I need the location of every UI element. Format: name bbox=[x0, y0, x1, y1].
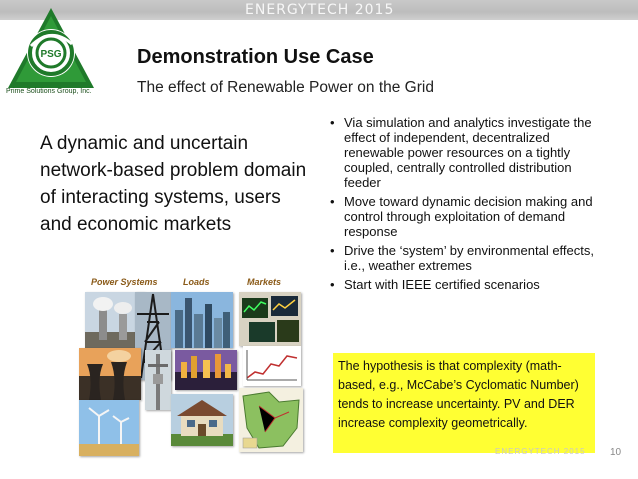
bullet-item: • Move toward dynamic decision making and control through exploitation of demand response bbox=[327, 194, 612, 239]
cooling-towers-image bbox=[79, 348, 141, 400]
psg-logo-icon bbox=[6, 6, 96, 96]
bullet-list bbox=[327, 115, 612, 296]
page-number: 10 bbox=[610, 447, 622, 458]
collage-label-loads: Loads bbox=[183, 277, 210, 287]
collage-label-power-systems: Power Systems bbox=[91, 277, 158, 287]
banner-title: ENERGYTECH 2015 bbox=[245, 2, 395, 18]
bullet-item: • Drive the ‘system’ by environmental effects, i.e., weather extremes bbox=[327, 243, 612, 273]
utility-pole-image bbox=[145, 350, 171, 410]
grid-map-image bbox=[239, 388, 303, 452]
bullet-item: • Via simulation and analytics investigate the effect of independent, decentralized renewable power resources on a tightly coupled, centrally controlled distribution feeder bbox=[327, 115, 612, 190]
bullet-item: • Start with IEEE certified scenarios bbox=[327, 277, 612, 292]
slide-title: Demonstration Use Case bbox=[137, 46, 374, 68]
city-skyline-image bbox=[171, 292, 233, 348]
image-collage bbox=[75, 277, 305, 460]
collage-label-markets: Markets bbox=[247, 277, 282, 287]
hypothesis-text: The hypothesis is that complexity (math-based, e.g., McCabe’s Cyclomatic Number) tends to increase uncertainty. PV and DER increase complexity geometrically. bbox=[338, 359, 579, 430]
market-screens-image bbox=[239, 292, 301, 346]
house-image bbox=[171, 394, 233, 446]
problem-statement: A dynamic and uncertain network-based problem domain of interacting systems, users and economic markets bbox=[40, 133, 307, 235]
svg-text:PSG: PSG bbox=[40, 49, 62, 60]
price-chart-image bbox=[243, 346, 301, 386]
logo-caption: Prime Solutions Group, Inc. bbox=[6, 88, 92, 95]
wind-turbine-image bbox=[79, 400, 139, 456]
night-city-image bbox=[175, 350, 237, 390]
slide-subtitle: The effect of Renewable Power on the Grid bbox=[137, 79, 434, 96]
footer-brand: ENERGYTECH 2015 bbox=[495, 447, 586, 456]
hypothesis-box bbox=[333, 353, 595, 453]
